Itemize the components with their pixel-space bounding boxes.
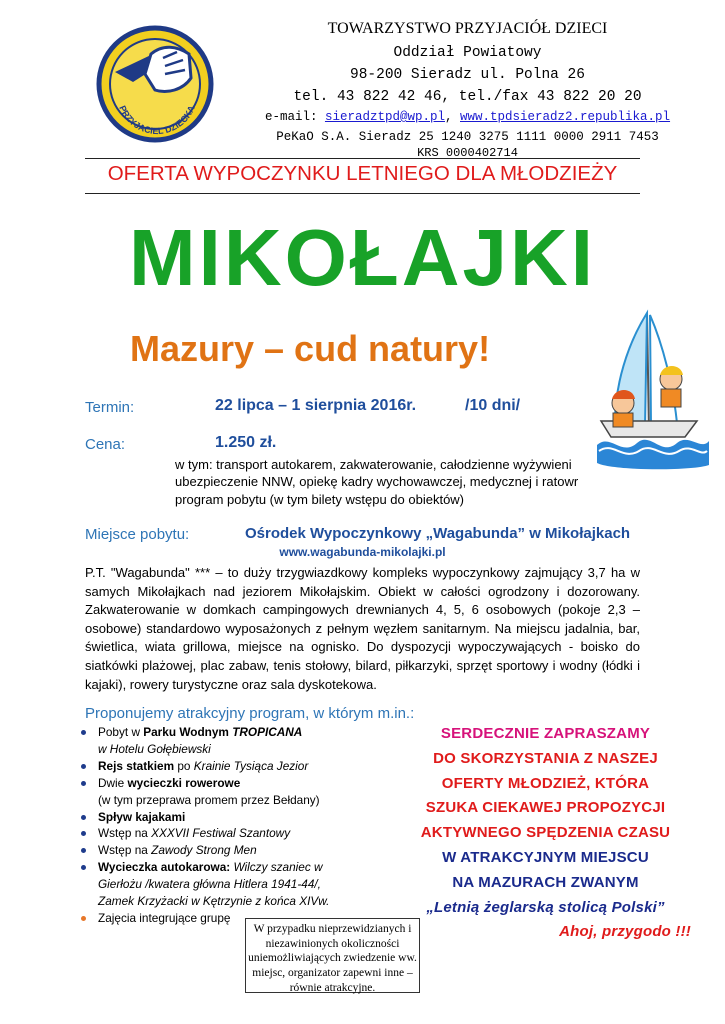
invitation-line: DO SKORZYSTANIA Z NASZEJ [433, 749, 658, 767]
bank-account: PeKaO S.A. Sieradz 25 1240 3275 1111 0000 2911 7453 [276, 130, 659, 144]
list-item [78, 775, 363, 809]
list-item-bold-italic: TROPICANA [232, 725, 303, 739]
invitation-line: W ATRAKCYJNYM MIEJSCU [442, 848, 649, 866]
list-item-text: po [174, 758, 194, 773]
invitation-line: SERDECZNIE ZAPRASZAMY [440, 725, 651, 742]
address: 98-200 Sieradz ul. Polna 26 [350, 67, 585, 83]
list-item [78, 724, 363, 758]
place-label: Miejsce pobytu: [85, 526, 190, 543]
list-item-text: Wstęp na [98, 826, 152, 841]
price-value: 1.250 zł. [215, 434, 277, 451]
invitation-line: OFERTY MŁODZIEŻ, KTÓRA [441, 774, 650, 792]
list-item-bold: wycieczki rowerowe [127, 775, 241, 790]
price-label: Cena: [85, 436, 126, 453]
program-heading: Proponujemy atrakcyjny program, w którym m.in.: [85, 705, 415, 722]
subtitle: Mazury – cud natury! [130, 328, 491, 369]
list-item-italic: Krainie Tysiąca Jezior [193, 758, 309, 773]
place-name: Ośrodek Wypoczynkowy „Wagabunda” w Mikołajkach [245, 525, 631, 542]
sailboat-kids-icon [597, 305, 709, 470]
invitation-line: SZUKA CIEKAWEJ PROPOZYCJI [425, 799, 666, 817]
list-item-italic: XXXVII Festiwal Szantowy [151, 826, 291, 841]
place-description: P.T. "Wagabunda" *** – to duży trzygwiazdkowy kompleks wypoczynkowy zajmujący 3,7 ha w samych Mikołajkach nad jeziorem Mikołajskim. Obiekt w całości ogrodzony i dozorowany. Zakwaterowanie w domkach campingowych drewnianych 4, 5, 6 osobowych (pokoje 2,3 – osobowe) standardowo wyposażonych z pełnym węzłem sanitarnym. Na miejscu jadalnia, bar, świetlica, wiata grillowa, miejsce na ognisko. Do dyspozycji wypoczywających - boisko do siatkówki plażowej, plac zabaw, tenis stołowy, bilard, piłkarzyki, sprzęt sportowy i wodny (łódki i kajaki), rowery turystyczne oraz sala dyskotekowa. [85, 565, 640, 692]
list-item [78, 809, 363, 826]
list-item [78, 859, 363, 910]
program-list [78, 724, 363, 927]
list-item-text: Zajęcia integrujące grupę [98, 910, 231, 925]
email-label: e-mail: [264, 110, 325, 124]
website-link[interactable]: www.tpdsieradz2.republika.pl [460, 110, 671, 124]
list-item-italic: Zamek Krzyżacki w Kętrzynie z końca XIVw. [98, 894, 330, 909]
invitation-line: AKTYWNEGO SPĘDZENIA CZASU [420, 824, 671, 842]
divider-bottom [85, 193, 640, 194]
logo-text: PRZYJACIEL DZIECKA [117, 104, 197, 137]
list-item-bold: Parku Wodnym [143, 725, 233, 739]
divider-top [85, 158, 640, 159]
list-item-italic: w Hotelu Gołębiewski [98, 741, 211, 756]
term-dates: 22 lipca – 1 sierpnia 2016r. [215, 397, 417, 414]
list-item [78, 842, 363, 859]
list-item-bold: Spływ kajakami [98, 809, 186, 824]
invitation-line: „Letnią żeglarską stolicą Polski” [426, 898, 665, 916]
main-title: MIKOŁAJKI [129, 213, 596, 302]
place-url[interactable]: www.wagabunda-mikolajki.pl [279, 545, 446, 559]
invitation-line: NA MAZURACH ZWANYM [452, 873, 639, 891]
list-item [78, 758, 363, 775]
org-name: TOWARZYSTWO PRZYJACIÓŁ DZIECI [327, 20, 608, 37]
notice-box [245, 918, 420, 993]
list-item-italic: Wilczy szaniec w [230, 860, 323, 875]
price-includes-line: w tym: transport autokarem, zakwaterowanie, całodzienne wyżywieni [175, 457, 572, 472]
phone-line: tel. 43 822 42 46, tel./fax 43 822 20 20 [293, 89, 642, 105]
invitation [398, 722, 693, 945]
list-item-bold: Rejs statkiem [98, 758, 175, 773]
price-includes [175, 456, 590, 508]
email-link[interactable]: sieradztpd@wp.pl [324, 110, 445, 124]
notice-text: W przypadku nieprzewidzianych i niezawinionych okoliczności uniemożliwiających zwiedzenie ww. miejsc, organizator zapewni inne – równie atrakcyjne. [248, 923, 417, 994]
price-includes-line: program pobytu (w tym bilety wstępu do obiektów) [175, 491, 465, 507]
list-item [78, 825, 363, 842]
contact-line [240, 110, 695, 124]
list-item-text: Dwie [98, 775, 128, 790]
list-item-italic: Zawody Strong Men [151, 843, 257, 858]
offer-heading: OFERTA WYPOCZYNKU LETNIEGO DLA MŁODZIEŻY [107, 162, 618, 185]
list-item-bold: Wycieczka autokarowa: [98, 860, 231, 875]
branch-name: Oddział Powiatowy [393, 45, 542, 61]
list-item-text: Pobyt w [98, 725, 144, 739]
price-includes-line: ubezpieczenie NNW, opiekę kadry wychowawczej, medycznej i ratowr [175, 474, 579, 490]
list-item-italic: Gierłożu /kwatera główna Hitlera 1941-44/, [98, 877, 321, 892]
invitation-closing: Ahoj, przygodo !!! [559, 923, 691, 941]
term-label: Termin: [85, 399, 135, 416]
term-days: /10 dni/ [465, 397, 521, 414]
krs-number: KRS 0000402714 [417, 146, 518, 159]
list-item-text: Wstęp na [98, 843, 152, 858]
list-item-text: (w tym przeprawa promem przez Bełdany) [98, 792, 320, 807]
contact-separator: , [444, 110, 460, 124]
tpd-hand-logo [93, 24, 218, 144]
